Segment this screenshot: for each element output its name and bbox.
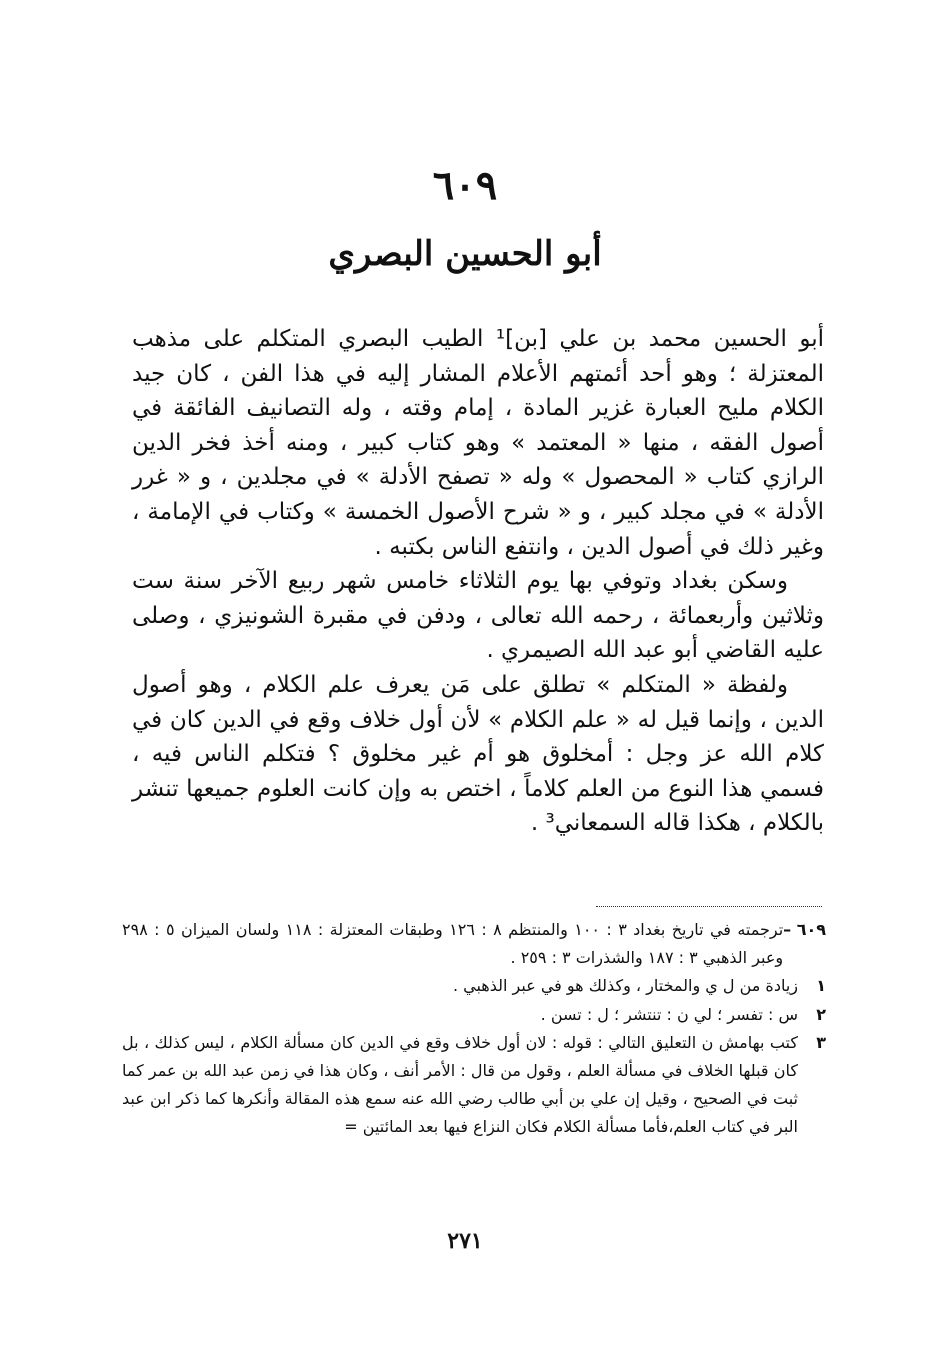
footnote-marker: ٢: [816, 1004, 826, 1024]
paragraph: وسكن بغداد وتوفي بها يوم الثلاثاء خامس شهر ربيع الآخر سنة ست وثلاثين وأربعمائة ، رحمه الله تعالى ، ودفن في مقبرة الشونيزي ، وصلى عليه القاضي أبو عبد الله الصيمري .: [132, 568, 824, 664]
footnote-text: س : تفسر ؛ لي ن : تنتشر ؛ ل : تسن .: [540, 1004, 798, 1024]
footnote-marker: ٦٠٩ –: [783, 920, 826, 939]
footnote: [122, 1001, 826, 1029]
footnote: [122, 972, 826, 1000]
footnote-text: ترجمته في تاريخ بغداد ٣ : ١٠٠ والمنتظم ٨ : ١٢٦ وطبقات المعتزلة : ١١٨ ولسان الميزان ٥ : ٢٩٨ وعبر الذهبي ٣ : ١٨٧ والشذرات ٣ : ٢٥٩ .: [122, 920, 784, 968]
entry-number: ٦٠٩: [432, 162, 498, 209]
page-number: ٢٧١: [447, 1228, 483, 1254]
footnotes: [122, 916, 826, 1142]
biography-text: [132, 322, 824, 841]
footnote-marker: ١: [816, 976, 826, 996]
paragraph: أبو الحسين محمد بن علي [بن]¹ الطيب البصري المتكلم على مذهب المعتزلة ؛ وهو أحد أئمتهم الأعلام المشار إليه في هذا الفن ، كان جيد الكلام مليح العبارة غزير المادة ، إمام وقته ، وله التصانيف الفائقة في أصول الفقه ، منها « المعتمد » وهو كتاب كبير ، ومنه أخذ فخر الدين الرازي كتاب « المحصول » وله « تصفح الأدلة » في مجلدين ، و « غرر الأدلة » في مجلد كبير ، و « شرح الأصول الخمسة » وكتاب في الإمامة ، وغير ذلك في أصول الدين ، وانتفع الناس بكتبه .: [132, 326, 824, 560]
footnote-text: زيادة من ل ي والمختار ، وكذلك هو في عبر الذهبي .: [452, 976, 798, 996]
entry-title: أبو الحسين البصري: [328, 234, 602, 274]
footnote: [122, 1029, 826, 1142]
footnote-marker: ٣: [816, 1032, 826, 1052]
footnote-text: كتب بهامش ن التعليق التالي : قوله : لان أول خلاف وقع في الدين كان مسألة الكلام ، ليس كذلك ، بل كان قبلها الخلاف في مسألة العلم ، وقول من قال : الأمر أنف ، وكان هذا في زمن عبد الله بن عمر كما ثبت في الصحيح ، وقيل إن علي بن أبي طالب رضي الله عنه سمع هذه المقالة وأنكرها كما ذكر ابن عبد البر في كتاب العلم،فأما مسألة الكلام فكان النزاع فيها بعد المائتين =: [122, 1032, 798, 1137]
paragraph: ولفظة « المتكلم » تطلق على مَن يعرف علم الكلام ، وهو أصول الدين ، وإنما قيل له « علم الكلام » لأن أول خلاف وقع في الدين كان في كلام الله عز وجل : أمخلوق هو أم غير مخلوق ؟ فتكلم الناس فيه ، فسمي هذا النوع من العلم كلاماً ، اختص به وإن كانت العلوم جميعها تنشر بالكلام ، هكذا قاله السمعاني³ .: [132, 671, 824, 837]
footnote-separator: [596, 906, 822, 907]
footnote: [122, 916, 826, 972]
